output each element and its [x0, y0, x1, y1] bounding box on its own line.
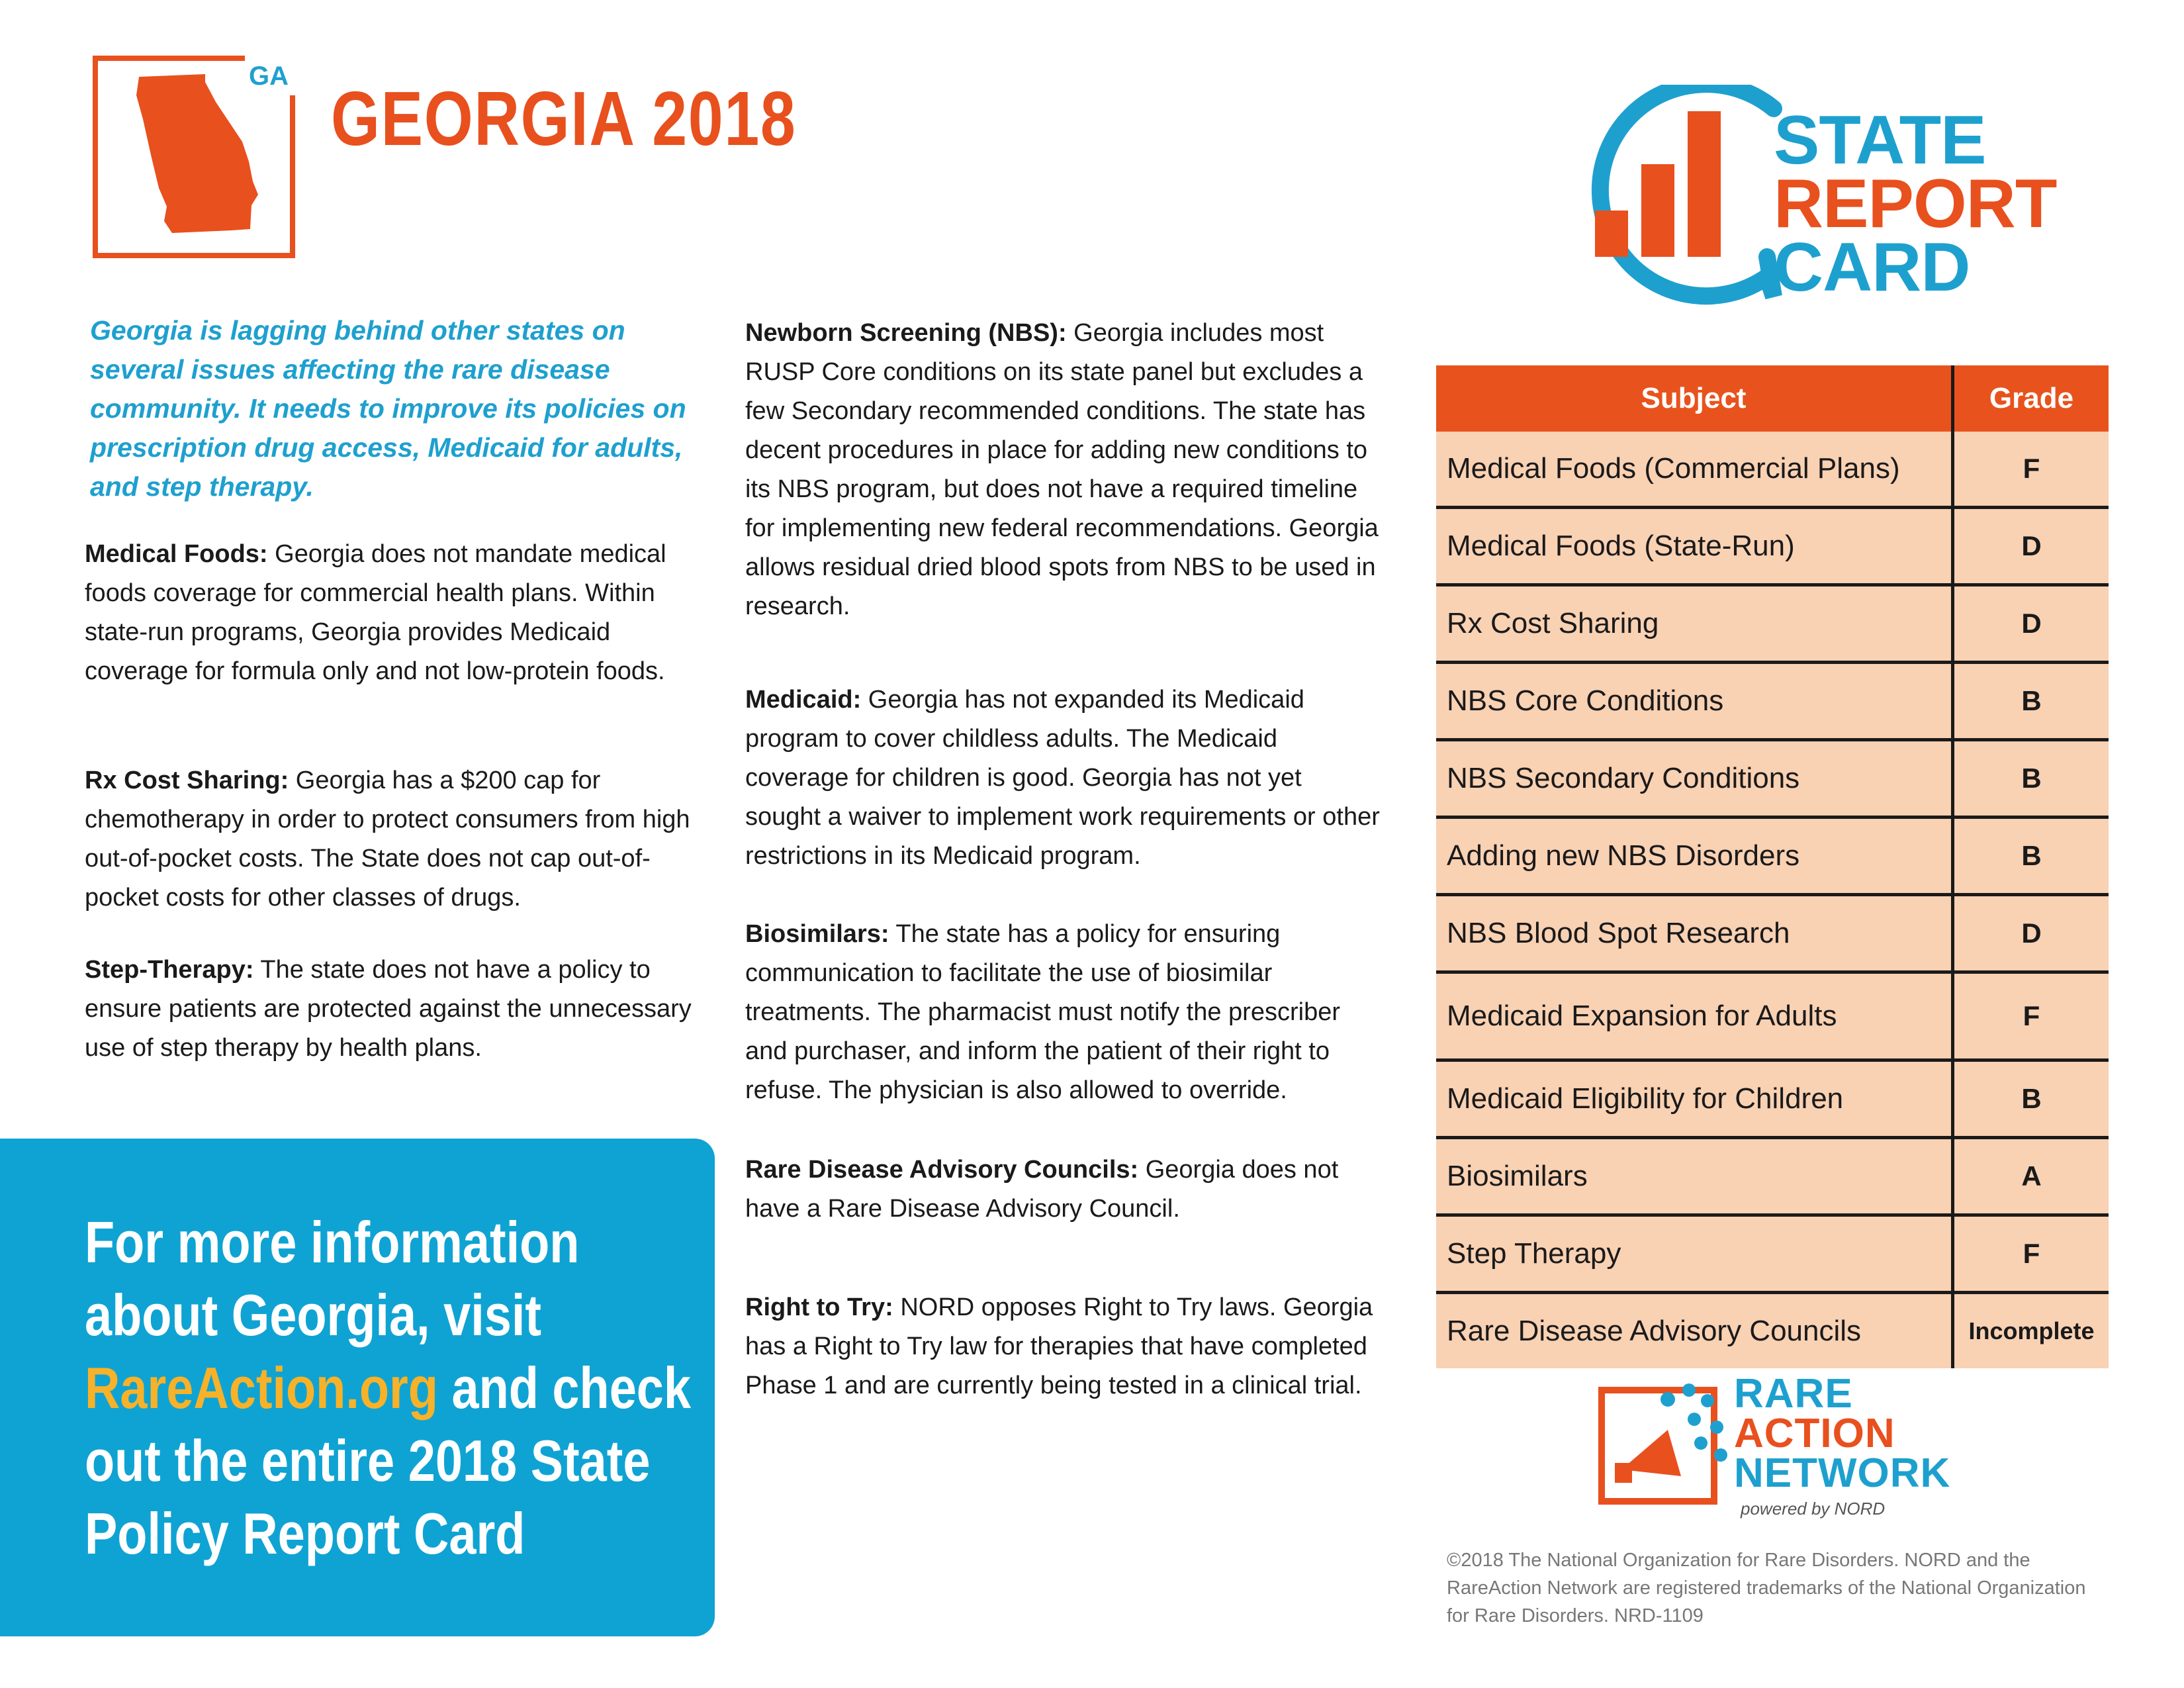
logo-line-card: CARD	[1774, 229, 1970, 306]
table-row	[1436, 585, 2109, 663]
report-card-logo-text	[1774, 102, 2057, 306]
section-heading: Medicaid:	[745, 686, 862, 714]
table-cell-subject: Rx Cost Sharing	[1436, 585, 1953, 663]
table-cell-subject: Rare Disease Advisory Councils	[1436, 1293, 1953, 1369]
section-heading: Step-Therapy:	[85, 956, 254, 984]
state-abbr: GA	[249, 62, 289, 91]
table-cell-grade: F	[1953, 1215, 2109, 1293]
ran-powered-by: powered by NORD	[1741, 1499, 1886, 1519]
info-text-part1: For more information about Georgia, visit	[85, 1209, 580, 1348]
table-row	[1436, 972, 2109, 1060]
intro-text: Georgia is lagging behind other states on several issues affecting the rare disease community. It needs to improve its policies on prescription drug access, Medicaid for adults, and step therapy.	[90, 315, 686, 502]
table-row	[1436, 818, 2109, 895]
table-row	[1436, 895, 2109, 972]
section-rare-disease-councils	[745, 1150, 1381, 1229]
info-text-part2: and check out the entire 2018 State Policy Report Card	[85, 1355, 692, 1566]
rareaction-link[interactable]: RareAction.org	[85, 1355, 438, 1421]
grade-table	[1436, 365, 2109, 1368]
section-body: Georgia has not expanded its Medicaid program to cover childless adults. The Medicaid coverage for children is good. Georgia has not yet sought a waiver to implement work requirements or other restrictions in its Medicaid program.	[745, 686, 1380, 870]
logo-line-state: STATE	[1774, 102, 1986, 179]
table-header-row	[1436, 365, 2109, 432]
section-body: Georgia has a $200 cap for chemotherapy in order to protect consumers from high out-of-pocket costs. The State does not cap out-of-pocket costs for other classes of drugs.	[85, 767, 690, 912]
table-cell-grade: D	[1953, 508, 2109, 585]
table-cell-subject: Medicaid Eligibility for Children	[1436, 1060, 1953, 1138]
ran-line-network: NETWORK	[1734, 1450, 1951, 1496]
ran-line-rare: RARE	[1734, 1371, 1853, 1417]
section-body: NORD opposes Right to Try laws. Georgia has a Right to Try law for therapies that have completed Phase 1 and are currently being tested in a clinical trial.	[745, 1293, 1373, 1399]
section-rx-cost	[85, 761, 707, 917]
page-title: GEORGIA 2018	[331, 75, 797, 162]
section-newborn-screening	[745, 314, 1381, 626]
table-row	[1436, 1060, 2109, 1138]
section-heading: Biosimilars:	[745, 920, 889, 948]
table-cell-grade: D	[1953, 585, 2109, 663]
section-biosimilars	[745, 915, 1381, 1110]
table-cell-grade: B	[1953, 1060, 2109, 1138]
table-cell-grade: B	[1953, 818, 2109, 895]
table-row	[1436, 740, 2109, 818]
section-heading: Newborn Screening (NBS):	[745, 319, 1067, 347]
section-body: Georgia includes most RUSP Core conditions on its state panel but excludes a few Secondary recommended conditions. The state has decent procedures in place for adding new conditions to its NBS program, but does not have a required timeline for implementing new federal recommendations. Georgia allows residual dried blood spots from NBS to be used in research.	[745, 319, 1379, 620]
column-header-subject: Subject	[1436, 365, 1953, 432]
table-cell-grade: Incomplete	[1953, 1293, 2109, 1369]
section-step-therapy	[85, 951, 707, 1068]
copyright-text: ©2018 The National Organization for Rare Disorders. NORD and the RareAction Network are registered trademarks of the National Organization for Rare Disorders. NRD-1109	[1447, 1550, 2086, 1626]
table-cell-subject: Step Therapy	[1436, 1215, 1953, 1293]
table-row	[1436, 1215, 2109, 1293]
table-cell-grade: F	[1953, 432, 2109, 508]
ran-logo-text	[1734, 1371, 1951, 1496]
table-row	[1436, 663, 2109, 740]
section-body: The state does not have a policy to ensure patients are protected against the unnecessary use of step therapy by health plans.	[85, 956, 692, 1062]
section-medical-foods	[85, 535, 707, 691]
section-heading: Right to Try:	[745, 1293, 893, 1321]
table-cell-subject: Medicaid Expansion for Adults	[1436, 972, 1953, 1060]
table-cell-subject: NBS Secondary Conditions	[1436, 740, 1953, 818]
ran-line-action: ACTION	[1734, 1411, 1895, 1456]
section-body: Georgia does not mandate medical foods coverage for commercial health plans. Within state-run programs, Georgia provides Medicaid coverage for formula only and not low-protein foods.	[85, 540, 666, 685]
section-heading: Rare Disease Advisory Councils:	[745, 1156, 1139, 1184]
table-cell-subject: Medical Foods (State-Run)	[1436, 508, 1953, 585]
table-row	[1436, 1138, 2109, 1215]
table-cell-subject: NBS Core Conditions	[1436, 663, 1953, 740]
table-row	[1436, 508, 2109, 585]
table-cell-grade: B	[1953, 663, 2109, 740]
table-cell-subject: NBS Blood Spot Research	[1436, 895, 1953, 972]
table-row	[1436, 1293, 2109, 1369]
table-cell-grade: A	[1953, 1138, 2109, 1215]
section-body: The state has a policy for ensuring communication to facilitate the use of biosimilar treatments. The pharmacist must notify the prescriber and purchaser, and inform the patient of their right to refuse. The physician is also allowed to override.	[745, 920, 1340, 1104]
table-cell-grade: B	[1953, 740, 2109, 818]
section-right-to-try	[745, 1288, 1381, 1405]
section-heading: Medical Foods:	[85, 540, 268, 568]
table-cell-subject: Biosimilars	[1436, 1138, 1953, 1215]
info-box-text	[85, 1206, 696, 1570]
table-cell-grade: F	[1953, 972, 2109, 1060]
column-header-grade: Grade	[1953, 365, 2109, 432]
section-heading: Rx Cost Sharing:	[85, 767, 289, 794]
table-cell-grade: D	[1953, 895, 2109, 972]
table-cell-subject: Medical Foods (Commercial Plans)	[1436, 432, 1953, 508]
table-cell-subject: Adding new NBS Disorders	[1436, 818, 1953, 895]
logo-line-report: REPORT	[1774, 165, 2057, 242]
section-body: Georgia does not have a Rare Disease Advisory Council.	[745, 1156, 1339, 1223]
table-row	[1436, 432, 2109, 508]
section-medicaid	[745, 680, 1381, 876]
georgia-map-icon	[93, 56, 298, 258]
